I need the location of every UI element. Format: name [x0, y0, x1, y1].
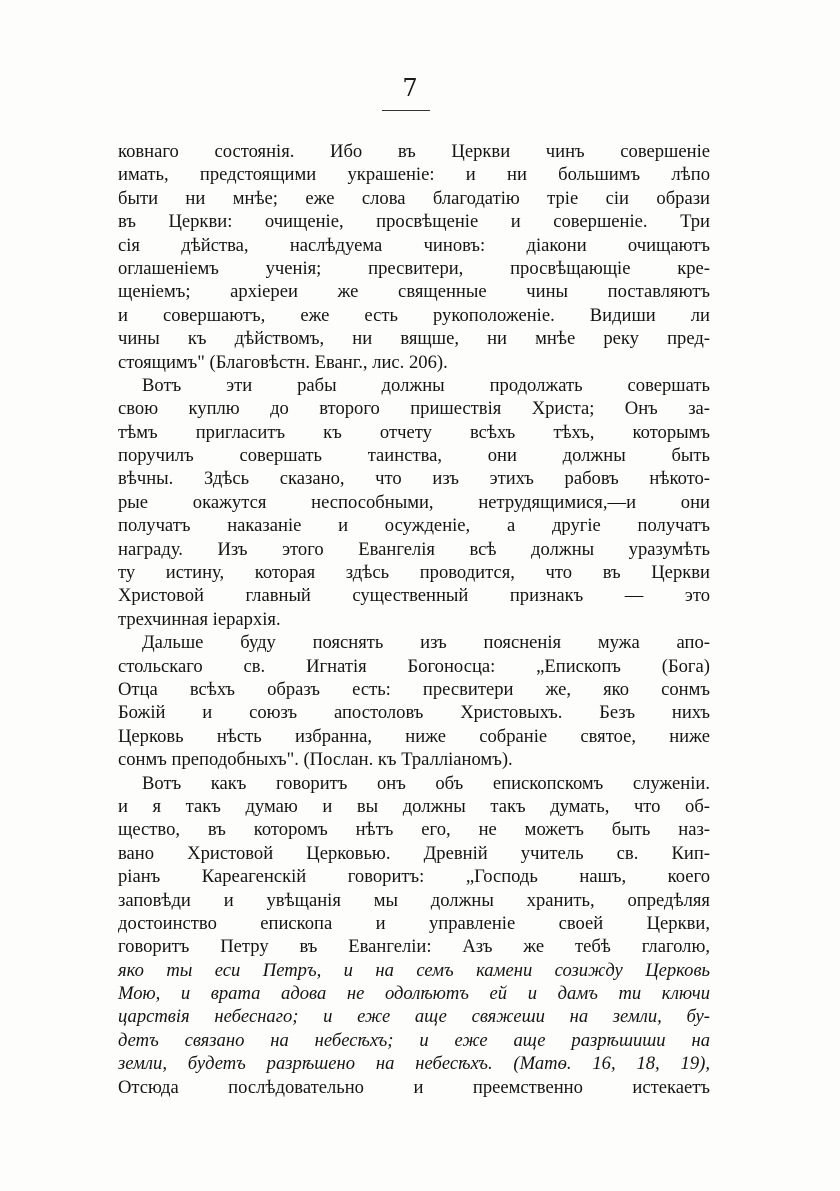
text-line: достоинство епископа и управленіе своей Церкви, — [118, 912, 710, 934]
text-line: стольскаго св. Игнатія Богоносца: „Епископъ (Бога) — [118, 655, 710, 677]
text-line: Отсюда послѣдовательно и преемственно истекаетъ — [118, 1076, 710, 1098]
page-number-rule — [382, 110, 430, 111]
text-line: вѣчны. Здѣсь сказано, что изъ этихъ рабовъ нѣкото- — [118, 468, 710, 490]
scripture-quote-line: Мою, и врата адова не одолѣютъ ей и дамъ ти ключи — [118, 983, 710, 1005]
text-line: имать, предстоящими украшеніе: и ни большимъ лѣпо — [118, 164, 710, 186]
text-line: поручилъ совершать таинства, они должны быть — [118, 445, 710, 467]
text-line: ріанъ Кареагенскій говоритъ: „Господь нашъ, коего — [118, 866, 710, 888]
text-line: и совершаютъ, еже есть рукоположеніе. Видиши ли — [118, 304, 710, 326]
text-line: щеніемъ; архіереи же священные чины поставляютъ — [118, 281, 710, 303]
text-line: вано Христовой Церковью. Древній учитель св. Кип- — [118, 842, 710, 864]
text-line: свою куплю до второго пришествія Христа; Онъ за- — [118, 398, 710, 420]
text-line: говоритъ Петру въ Евангеліи: Азъ же тебѣ глаголю, — [118, 936, 710, 958]
scripture-quote-line: царствія небеснаго; и еже аще свяжеши на земли, бу- — [118, 1006, 710, 1028]
page-number: 7 — [402, 74, 418, 102]
scripture-quote-line: земли, будетъ разрѣшено на небесѣхъ. (Матѳ. 16, 18, 19), — [118, 1053, 710, 1075]
text-line: Отца всѣхъ образъ есть: пресвитери же, яко сонмъ — [118, 678, 710, 700]
text-line: Церковь нѣсть избранна, ниже собраніе святое, ниже — [118, 725, 710, 747]
text-line: стоящимъ" (Благовѣстн. Еванг., лис. 206). — [118, 351, 448, 373]
text-line: быти ни мнѣе; еже слова благодатію тріе сіи образи — [118, 187, 710, 209]
scripture-quote-line: яко ты еси Петръ, и на семъ камени созижду Церковь — [118, 959, 710, 981]
text-line: тѣмъ пригласитъ къ отчету всѣхъ тѣхъ, которымъ — [118, 421, 710, 443]
text-line: оглашеніемъ ученія; пресвитери, просвѣщающіе кре- — [118, 257, 710, 279]
text-line: Христовой главный существенный признакъ — это — [118, 585, 710, 607]
paragraph-first-line: Дальше буду пояснять изъ поясненія мужа апо- — [142, 632, 710, 654]
text-line: сія дѣйства, наслѣдуема чиновъ: діакони очищаютъ — [118, 234, 710, 256]
text-line: и я такъ думаю и вы должны такъ думать, что об- — [118, 795, 710, 817]
body-text — [118, 140, 710, 1099]
text-line: ту истину, которая здѣсь проводится, что въ Церкви — [118, 562, 710, 584]
text-line: трехчинная іерархія. — [118, 608, 281, 630]
text-line: чины къ дѣйствомъ, ни вящше, ни мнѣе реку пред- — [118, 328, 710, 350]
text-line: награду. Изъ этого Евангелія всѣ должны уразумѣть — [118, 538, 710, 560]
text-line: щество, въ которомъ нѣтъ его, не можетъ быть наз- — [118, 819, 710, 841]
paragraph-first-line: Вотъ какъ говоритъ онъ объ епископскомъ служеніи. — [142, 772, 710, 794]
text-line: Божій и союзъ апостоловъ Христовыхъ. Безъ нихъ — [118, 702, 710, 724]
text-line: заповѣди и увѣщанія мы должны хранить, опредѣляя — [118, 889, 710, 911]
scripture-quote-line: детъ связано на небесѣхъ; и еже аще разрѣшиши на — [118, 1029, 710, 1051]
paragraph-first-line: Вотъ эти рабы должны продолжать совершать — [142, 374, 710, 396]
text-line: сонмъ преподобныхъ". (Послан. къ Тралліаномъ). — [118, 749, 513, 771]
text-line: ковнаго состоянія. Ибо въ Церкви чинъ совершеніе — [118, 141, 710, 162]
text-line: получатъ наказаніе и осужденіе, а другіе получатъ — [118, 515, 710, 537]
text-line: въ Церкви: очищеніе, просвѣщеніе и совершеніе. Три — [118, 211, 710, 233]
text-line: рые окажутся неспособными, нетрудящимися,—и они — [118, 491, 710, 513]
